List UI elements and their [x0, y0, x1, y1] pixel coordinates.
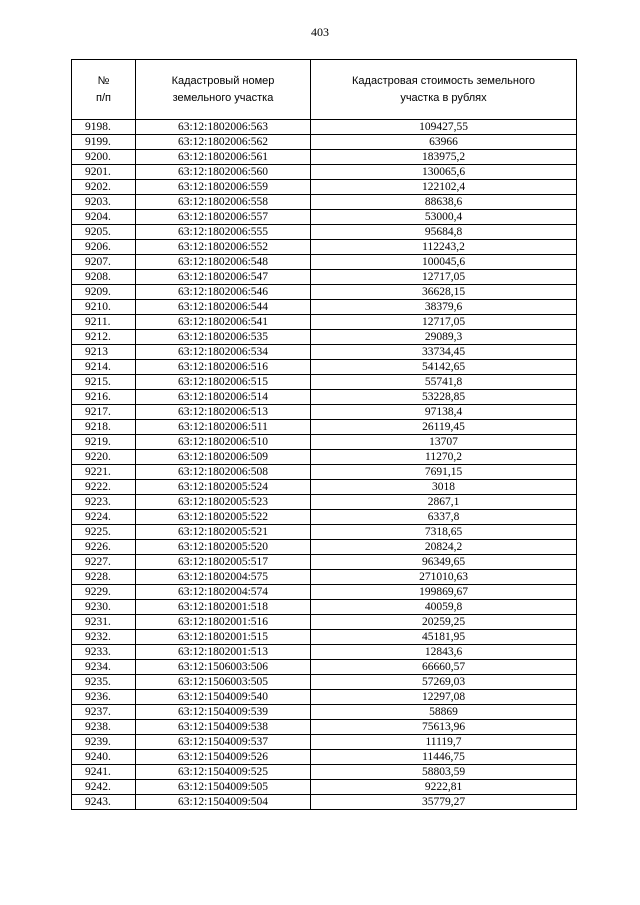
- table-row: [72, 420, 577, 435]
- cadastral-number-cell: 63:12:1504009:526: [136, 750, 311, 765]
- cadastral-number-cell: 63:12:1802006:541: [136, 315, 311, 330]
- cadastral-number-cell: 63:12:1504009:525: [136, 765, 311, 780]
- row-number-cell: 9215.: [72, 375, 136, 390]
- cadastral-value-cell: 20824,2: [311, 540, 577, 555]
- cadastral-number-cell: 63:12:1802006:535: [136, 330, 311, 345]
- table-row: [72, 660, 577, 675]
- cadastral-value-cell: 3018: [311, 480, 577, 495]
- cadastral-value-cell: 55741,8: [311, 375, 577, 390]
- cadastral-number-cell: 63:12:1802004:575: [136, 570, 311, 585]
- table-row: [72, 330, 577, 345]
- header-value-line2: участка в рублях: [400, 91, 487, 104]
- header-cadastral-line1: Кадастровый номер: [171, 74, 275, 87]
- cadastral-value-cell: 63966: [311, 135, 577, 150]
- cadastral-number-cell: 63:12:1504009:539: [136, 705, 311, 720]
- table-row: [72, 780, 577, 795]
- cadastral-value-cell: 58869: [311, 705, 577, 720]
- row-number-cell: 9213: [72, 345, 136, 360]
- row-number-cell: 9212.: [72, 330, 136, 345]
- cadastral-value-cell: 45181,95: [311, 630, 577, 645]
- row-number-cell: 9204.: [72, 210, 136, 225]
- cadastral-value-cell: 11270,2: [311, 450, 577, 465]
- table-row: [72, 405, 577, 420]
- cadastral-number-cell: 63:12:1802006:560: [136, 165, 311, 180]
- cadastral-value-cell: 40059,8: [311, 600, 577, 615]
- cadastral-number-cell: 63:12:1802001:518: [136, 600, 311, 615]
- row-number-cell: 9219.: [72, 435, 136, 450]
- row-number-cell: 9242.: [72, 780, 136, 795]
- row-number-cell: 9200.: [72, 150, 136, 165]
- table-body: [72, 120, 577, 810]
- table-row: [72, 705, 577, 720]
- row-number-cell: 9235.: [72, 675, 136, 690]
- cadastral-value-cell: 271010,63: [311, 570, 577, 585]
- header-number: [72, 60, 136, 120]
- row-number-cell: 9224.: [72, 510, 136, 525]
- cadastral-number-cell: 63:12:1802004:574: [136, 585, 311, 600]
- row-number-cell: 9225.: [72, 525, 136, 540]
- cadastral-value-cell: 54142,65: [311, 360, 577, 375]
- table-row: [72, 615, 577, 630]
- cadastral-value-cell: 36628,15: [311, 285, 577, 300]
- row-number-cell: 9230.: [72, 600, 136, 615]
- cadastral-value-table: [71, 59, 577, 810]
- cadastral-number-cell: 63:12:1506003:506: [136, 660, 311, 675]
- table-row: [72, 150, 577, 165]
- cadastral-value-cell: 35779,27: [311, 795, 577, 810]
- row-number-cell: 9239.: [72, 735, 136, 750]
- cadastral-value-cell: 2867,1: [311, 495, 577, 510]
- table-row: [72, 555, 577, 570]
- table-row: [72, 765, 577, 780]
- cadastral-number-cell: 63:12:1802001:513: [136, 645, 311, 660]
- cadastral-number-cell: 63:12:1802006:513: [136, 405, 311, 420]
- row-number-cell: 9243.: [72, 795, 136, 810]
- cadastral-value-cell: 57269,03: [311, 675, 577, 690]
- row-number-cell: 9218.: [72, 420, 136, 435]
- cadastral-value-cell: 75613,96: [311, 720, 577, 735]
- cadastral-number-cell: 63:12:1802006:546: [136, 285, 311, 300]
- cadastral-value-cell: 112243,2: [311, 240, 577, 255]
- row-number-cell: 9206.: [72, 240, 136, 255]
- table-row: [72, 645, 577, 660]
- cadastral-value-cell: 9222,81: [311, 780, 577, 795]
- cadastral-number-cell: 63:12:1802006:514: [136, 390, 311, 405]
- table-row: [72, 345, 577, 360]
- table-row: [72, 180, 577, 195]
- cadastral-number-cell: 63:12:1504009:504: [136, 795, 311, 810]
- cadastral-number-cell: 63:12:1504009:540: [136, 690, 311, 705]
- cadastral-value-cell: 97138,4: [311, 405, 577, 420]
- header-cadastral-value: [311, 60, 577, 120]
- cadastral-number-cell: 63:12:1506003:505: [136, 675, 311, 690]
- cadastral-number-cell: 63:12:1802006:559: [136, 180, 311, 195]
- cadastral-value-cell: 53000,4: [311, 210, 577, 225]
- cadastral-value-cell: 12717,05: [311, 270, 577, 285]
- table-row: [72, 510, 577, 525]
- cadastral-number-cell: 63:12:1802001:515: [136, 630, 311, 645]
- cadastral-value-cell: 11446,75: [311, 750, 577, 765]
- row-number-cell: 9237.: [72, 705, 136, 720]
- page-number: 403: [311, 25, 329, 39]
- cadastral-value-cell: 7318,65: [311, 525, 577, 540]
- cadastral-value-cell: 199869,67: [311, 585, 577, 600]
- cadastral-value-cell: 38379,6: [311, 300, 577, 315]
- cadastral-value-cell: 53228,85: [311, 390, 577, 405]
- cadastral-number-cell: 63:12:1802006:557: [136, 210, 311, 225]
- cadastral-value-cell: 109427,55: [311, 120, 577, 135]
- cadastral-value-cell: 12843,6: [311, 645, 577, 660]
- cadastral-value-cell: 96349,65: [311, 555, 577, 570]
- table-row: [72, 315, 577, 330]
- cadastral-number-cell: 63:12:1802006:515: [136, 375, 311, 390]
- table-row: [72, 300, 577, 315]
- row-number-cell: 9236.: [72, 690, 136, 705]
- row-number-cell: 9231.: [72, 615, 136, 630]
- cadastral-value-cell: 58803,59: [311, 765, 577, 780]
- cadastral-number-cell: 63:12:1802006:544: [136, 300, 311, 315]
- cadastral-number-cell: 63:12:1504009:537: [136, 735, 311, 750]
- cadastral-number-cell: 63:12:1802005:521: [136, 525, 311, 540]
- table-row: [72, 750, 577, 765]
- table-row: [72, 360, 577, 375]
- row-number-cell: 9209.: [72, 285, 136, 300]
- row-number-cell: 9198.: [72, 120, 136, 135]
- table-row: [72, 195, 577, 210]
- table-row: [72, 240, 577, 255]
- table-row: [72, 630, 577, 645]
- table-row: [72, 735, 577, 750]
- cadastral-number-cell: 63:12:1802006:558: [136, 195, 311, 210]
- cadastral-number-cell: 63:12:1802006:548: [136, 255, 311, 270]
- row-number-cell: 9205.: [72, 225, 136, 240]
- table-row: [72, 375, 577, 390]
- cadastral-number-cell: 63:12:1802006:552: [136, 240, 311, 255]
- cadastral-value-cell: 29089,3: [311, 330, 577, 345]
- table-row: [72, 600, 577, 615]
- row-number-cell: 9207.: [72, 255, 136, 270]
- cadastral-number-cell: 63:12:1802006:516: [136, 360, 311, 375]
- row-number-cell: 9226.: [72, 540, 136, 555]
- row-number-cell: 9208.: [72, 270, 136, 285]
- cadastral-value-cell: 20259,25: [311, 615, 577, 630]
- row-number-cell: 9240.: [72, 750, 136, 765]
- table-row: [72, 540, 577, 555]
- table-row: [72, 120, 577, 135]
- cadastral-number-cell: 63:12:1802005:522: [136, 510, 311, 525]
- row-number-cell: 9214.: [72, 360, 136, 375]
- row-number-cell: 9201.: [72, 165, 136, 180]
- cadastral-number-cell: 63:12:1802006:555: [136, 225, 311, 240]
- cadastral-number-cell: 63:12:1802006:509: [136, 450, 311, 465]
- header-cadastral-number: [136, 60, 311, 120]
- row-number-cell: 9238.: [72, 720, 136, 735]
- row-number-cell: 9222.: [72, 480, 136, 495]
- table-row: [72, 210, 577, 225]
- cadastral-value-cell: 122102,4: [311, 180, 577, 195]
- table-row: [72, 450, 577, 465]
- row-number-cell: 9203.: [72, 195, 136, 210]
- row-number-cell: 9211.: [72, 315, 136, 330]
- cadastral-number-cell: 63:12:1802006:561: [136, 150, 311, 165]
- table-row: [72, 570, 577, 585]
- header-cadastral-line2: земельного участка: [172, 91, 274, 104]
- cadastral-value-cell: 12297,08: [311, 690, 577, 705]
- table-row: [72, 435, 577, 450]
- row-number-cell: 9241.: [72, 765, 136, 780]
- row-number-cell: 9227.: [72, 555, 136, 570]
- table-row: [72, 480, 577, 495]
- table-row: [72, 225, 577, 240]
- table-row: [72, 390, 577, 405]
- cadastral-number-cell: 63:12:1802006:511: [136, 420, 311, 435]
- row-number-cell: 9221.: [72, 465, 136, 480]
- table-row: [72, 690, 577, 705]
- row-number-cell: 9229.: [72, 585, 136, 600]
- table-row: [72, 285, 577, 300]
- table-row: [72, 585, 577, 600]
- row-number-cell: 9202.: [72, 180, 136, 195]
- cadastral-value-cell: 7691,15: [311, 465, 577, 480]
- table-row: [72, 135, 577, 150]
- cadastral-number-cell: 63:12:1802006:562: [136, 135, 311, 150]
- cadastral-number-cell: 63:12:1802006:510: [136, 435, 311, 450]
- cadastral-number-cell: 63:12:1802005:517: [136, 555, 311, 570]
- row-number-cell: 9233.: [72, 645, 136, 660]
- cadastral-number-cell: 63:12:1802006:508: [136, 465, 311, 480]
- row-number-cell: 9220.: [72, 450, 136, 465]
- table-row: [72, 165, 577, 180]
- header-number-line2: п/п: [96, 91, 111, 104]
- cadastral-value-cell: 11119,7: [311, 735, 577, 750]
- cadastral-number-cell: 63:12:1802001:516: [136, 615, 311, 630]
- header-number-line1: №: [97, 74, 110, 87]
- row-number-cell: 9210.: [72, 300, 136, 315]
- cadastral-number-cell: 63:12:1504009:538: [136, 720, 311, 735]
- cadastral-number-cell: 63:12:1802005:520: [136, 540, 311, 555]
- cadastral-value-cell: 95684,8: [311, 225, 577, 240]
- cadastral-value-cell: 26119,45: [311, 420, 577, 435]
- cadastral-value-cell: 66660,57: [311, 660, 577, 675]
- row-number-cell: 9216.: [72, 390, 136, 405]
- row-number-cell: 9232.: [72, 630, 136, 645]
- table-row: [72, 495, 577, 510]
- cadastral-number-cell: 63:12:1802005:524: [136, 480, 311, 495]
- row-number-cell: 9228.: [72, 570, 136, 585]
- table-row: [72, 675, 577, 690]
- cadastral-value-cell: 33734,45: [311, 345, 577, 360]
- cadastral-number-cell: 63:12:1802005:523: [136, 495, 311, 510]
- row-number-cell: 9217.: [72, 405, 136, 420]
- row-number-cell: 9199.: [72, 135, 136, 150]
- table-row: [72, 720, 577, 735]
- row-number-cell: 9234.: [72, 660, 136, 675]
- cadastral-value-cell: 6337,8: [311, 510, 577, 525]
- table-header-row: [72, 60, 577, 120]
- cadastral-number-cell: 63:12:1802006:534: [136, 345, 311, 360]
- table-row: [72, 255, 577, 270]
- cadastral-value-cell: 88638,6: [311, 195, 577, 210]
- cadastral-value-cell: 130065,6: [311, 165, 577, 180]
- table-row: [72, 795, 577, 810]
- cadastral-value-cell: 12717,05: [311, 315, 577, 330]
- table-row: [72, 465, 577, 480]
- cadastral-number-cell: 63:12:1802006:563: [136, 120, 311, 135]
- table-row: [72, 270, 577, 285]
- table-row: [72, 525, 577, 540]
- cadastral-value-cell: 13707: [311, 435, 577, 450]
- cadastral-number-cell: 63:12:1504009:505: [136, 780, 311, 795]
- cadastral-number-cell: 63:12:1802006:547: [136, 270, 311, 285]
- cadastral-value-cell: 100045,6: [311, 255, 577, 270]
- cadastral-value-cell: 183975,2: [311, 150, 577, 165]
- header-value-line1: Кадастровая стоимость земельного: [352, 74, 535, 87]
- row-number-cell: 9223.: [72, 495, 136, 510]
